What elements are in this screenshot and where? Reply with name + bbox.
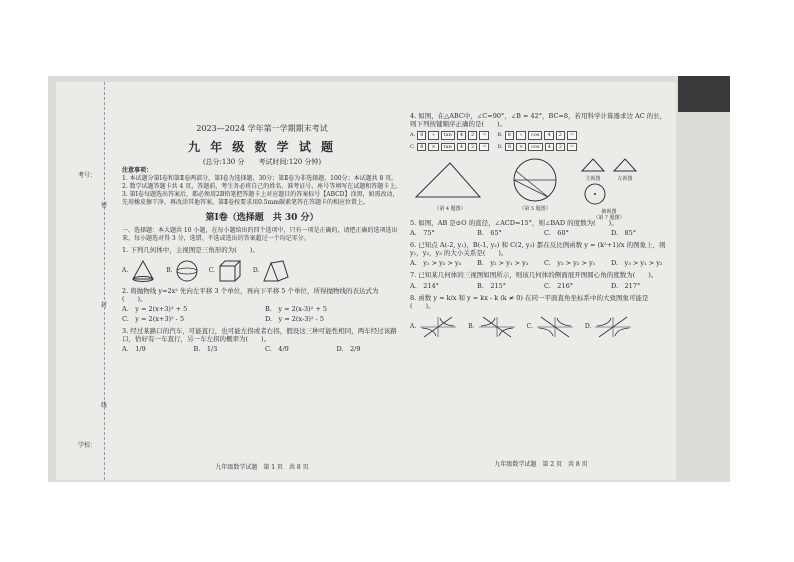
key: 8 (417, 143, 426, 151)
option-c: C. y = 2(x+3)² - 5 (122, 314, 185, 323)
key: cos (528, 143, 542, 151)
question-5-options-row (410, 229, 672, 237)
option-b (497, 131, 577, 139)
option-a (410, 131, 489, 139)
key: tan (441, 143, 455, 151)
key: = (567, 143, 577, 151)
question-4-options (410, 140, 672, 151)
seal-char: 封 (100, 302, 107, 309)
cone-icon (130, 259, 156, 283)
option-b (166, 259, 198, 283)
side-view (612, 157, 638, 182)
key: cos (528, 131, 542, 139)
option-label: C. (410, 143, 416, 150)
key: 4 (544, 131, 553, 139)
option-d: D. 2/9 (336, 345, 361, 354)
option-b: B. 1/3 (193, 345, 218, 354)
option-label: D. (497, 143, 503, 150)
note-item: 2. 数学试题答题卡共 4 页，答题前，考生务必将自己的姓名、准考证号、座号等填写在试题和答题卡上。 (122, 182, 402, 190)
option-d: D. y₃ > y₁ > y₂ (611, 259, 663, 268)
photo-frame (48, 76, 730, 482)
view-label: 左视图 (617, 175, 633, 182)
option-b (468, 315, 516, 339)
graph-icon (593, 315, 633, 339)
notes-title: 注意事项： (122, 166, 153, 174)
notes (122, 167, 402, 207)
key: 8 (505, 131, 514, 139)
exam-meta: (总分:130 分 考试时间:120 分钟) (202, 158, 322, 166)
key: 8 (417, 131, 426, 139)
key: × (516, 143, 526, 151)
figure-4 (410, 157, 490, 212)
question-6-options-row (410, 259, 672, 267)
option-d: D. y = 2(x-3)² - 5 (265, 314, 324, 323)
seal-char: 线 (100, 402, 107, 409)
question-8-options (410, 314, 672, 340)
triangle-figure (410, 157, 490, 203)
question-2-stem: 2. 将抛物线 y=2x² 先向左平移 3 个单位，再向下平移 5 个单位，所得抛物线的表达式为( )。 (122, 286, 379, 303)
seal-char: 密 (100, 202, 107, 209)
page-footer: 九年级数学试题 第 1 页 共 8 页 (215, 463, 309, 471)
figure-caption: （第 4 题图） (434, 205, 466, 212)
option-label: D. (584, 323, 592, 331)
option-label: A. (410, 132, 416, 139)
triangle-view-icon (580, 157, 606, 173)
key: = (567, 131, 577, 139)
option-b: B. 65° (477, 228, 502, 237)
option-b: B. 215° (477, 281, 506, 290)
option-d (497, 143, 577, 151)
key: 2 (556, 131, 565, 139)
key: × (428, 143, 438, 151)
figure-caption: （第 7 题图） (593, 214, 625, 221)
question-1-options (122, 259, 402, 283)
seal-line (104, 82, 105, 480)
section-title: 第Ⅰ卷（选择题 共 30 分） (205, 213, 319, 224)
figure-7 (580, 157, 638, 221)
option-a: A. y = 2(x+3)² + 5 (122, 304, 188, 313)
option-b: B. y₂ > y₁ > y₃ (477, 259, 529, 268)
key: 2 (468, 131, 477, 139)
three-views (580, 157, 638, 182)
option-a: A. 214° (410, 281, 439, 290)
page-two (410, 112, 672, 472)
circle-figure (500, 157, 570, 203)
section-intro: 一、选择题：本大题共 10 小题，在每小题给出的四个选项中，只有一项是正确的，请把正确的选项选出来，每小题选对得 3 分，选错、不选或选出的答案超过一个均记零分。 (122, 227, 398, 242)
question-3-options-row (122, 345, 402, 353)
key: = (479, 131, 489, 139)
exam-number-label: 考号： (78, 172, 97, 179)
option-a: A. 75° (410, 228, 435, 237)
question-3-stem: 3. 经过某路口的汽车，可能直行，也可能左拐或者右拐，假设这三种可能性相同，两车经过该路口，恰好有一车直行，另一车左拐的概率为( )。 (122, 327, 397, 344)
question-4-options (410, 128, 672, 139)
option-c: C. 4/9 (265, 345, 289, 354)
key: 4 (457, 143, 466, 151)
page-one (122, 90, 402, 475)
option-d (585, 315, 634, 339)
view-label: 主视图 (585, 175, 601, 182)
option-d (253, 259, 290, 283)
option-label: B. (497, 132, 503, 139)
option-label: D. (252, 266, 260, 274)
note-item: 1. 本试题分第Ⅰ卷和第Ⅱ卷两部分，第Ⅰ卷为选择题，30分；第Ⅱ卷为非选择题，100分；本试题共 8 页。 (122, 174, 398, 182)
question-2-options-row (122, 315, 402, 323)
option-c: C. 216° (544, 281, 573, 290)
binding-gutter (56, 82, 120, 480)
option-a (122, 259, 156, 283)
key: 2 (468, 143, 477, 151)
question-8-stem: 8. 函数 y = k/x 和 y = kx - k (k ≠ 0) 在同一平面直角坐标系中的大致图象可能是( )。 (410, 293, 649, 310)
option-label: A. (410, 323, 417, 331)
option-label: C. (208, 266, 215, 274)
question-7-options-row (410, 282, 672, 290)
view-label: 俯视图 (601, 208, 617, 215)
exam-title: 2023—2024 学年第一学期期末考试 (196, 124, 328, 133)
top-view-circle (580, 182, 610, 206)
question-4-stem: 4. 如图，在△ABC中，∠C=90°，∠B = 42°，BC=8，若用科学计算器求边 AC 的长，则下列按键顺序正确的是( )。 (410, 112, 667, 129)
option-c (209, 259, 243, 283)
question-1-stem: 1. 下列几何体中，主视图是三角形的为( )。 (122, 246, 259, 255)
key: 2 (556, 143, 565, 151)
graph-icon (418, 315, 458, 339)
question-6-stem: 6. 已知点 A(-2, y₁)，B(-1, y₂) 和 C(2, y₃) 都在反比例函数 y = (k²+1)/x 的图象上，则 y₁，y₂，y₃ 的大小关系是( )。 (410, 241, 666, 258)
option-a: A. y₁ > y₂ > y₃ (410, 259, 462, 268)
school-label: 学校： (78, 442, 97, 449)
subject-title: 九 年 级 数 学 试 题 (187, 140, 337, 154)
figure-5 (500, 157, 570, 212)
option-b: B. y = 2(x-3)² + 5 (265, 304, 328, 313)
graph-icon (535, 315, 575, 339)
triangle-view-icon (612, 157, 638, 173)
option-label: B. (166, 266, 173, 274)
option-c: C. 60° (544, 228, 569, 237)
key: 8 (505, 143, 514, 151)
figure-caption: （第 5 题图） (519, 205, 551, 212)
key: ÷ (516, 131, 526, 139)
question-7-stem: 7. 已知某几何体的三视图如图所示，则该几何体的侧面展开图圆心角的度数为( )。 (410, 271, 658, 280)
option-c (527, 315, 575, 339)
option-label: B. (468, 323, 475, 331)
option-c (410, 143, 489, 151)
question-5-stem: 5. 如图，AB 是⊙O 的直径，∠ACD=15°，则∠BAD 的度数为( )。 (410, 218, 618, 227)
option-d: D. 85° (611, 228, 637, 237)
figures-row (410, 157, 672, 221)
option-label: A. (122, 266, 129, 274)
background-corner (678, 76, 730, 112)
option-c: C. y₃ > y₂ > y₁ (544, 259, 596, 268)
key: 4 (545, 143, 554, 151)
option-label: C. (526, 323, 533, 331)
note-item: 3. 第Ⅰ卷每题选出答案后，都必须用2B铅笔把答题卡上对应题目的答案标号【ABCD】涂黑，如需改动，先用橡皮擦干净，再改涂其他答案。第Ⅱ卷按要求用0.5mm碳素笔答在答题卡的相应位置上。 (122, 191, 399, 207)
front-view (580, 157, 606, 182)
question-2-options-row (122, 305, 402, 313)
exam-sheet (56, 82, 676, 480)
prism-icon (261, 259, 289, 283)
option-a: A. 1/9 (122, 345, 146, 354)
sphere-icon (175, 259, 199, 283)
key: 4 (457, 131, 466, 139)
option-a (410, 315, 458, 339)
key: ÷ (428, 131, 438, 139)
key: = (479, 143, 489, 151)
option-d: D. 217° (611, 281, 641, 290)
page-footer: 九年级数学试题 第 2 页 共 8 页 (494, 460, 588, 468)
cube-icon (217, 259, 243, 283)
key: tan (441, 131, 455, 139)
graph-icon (477, 315, 517, 339)
